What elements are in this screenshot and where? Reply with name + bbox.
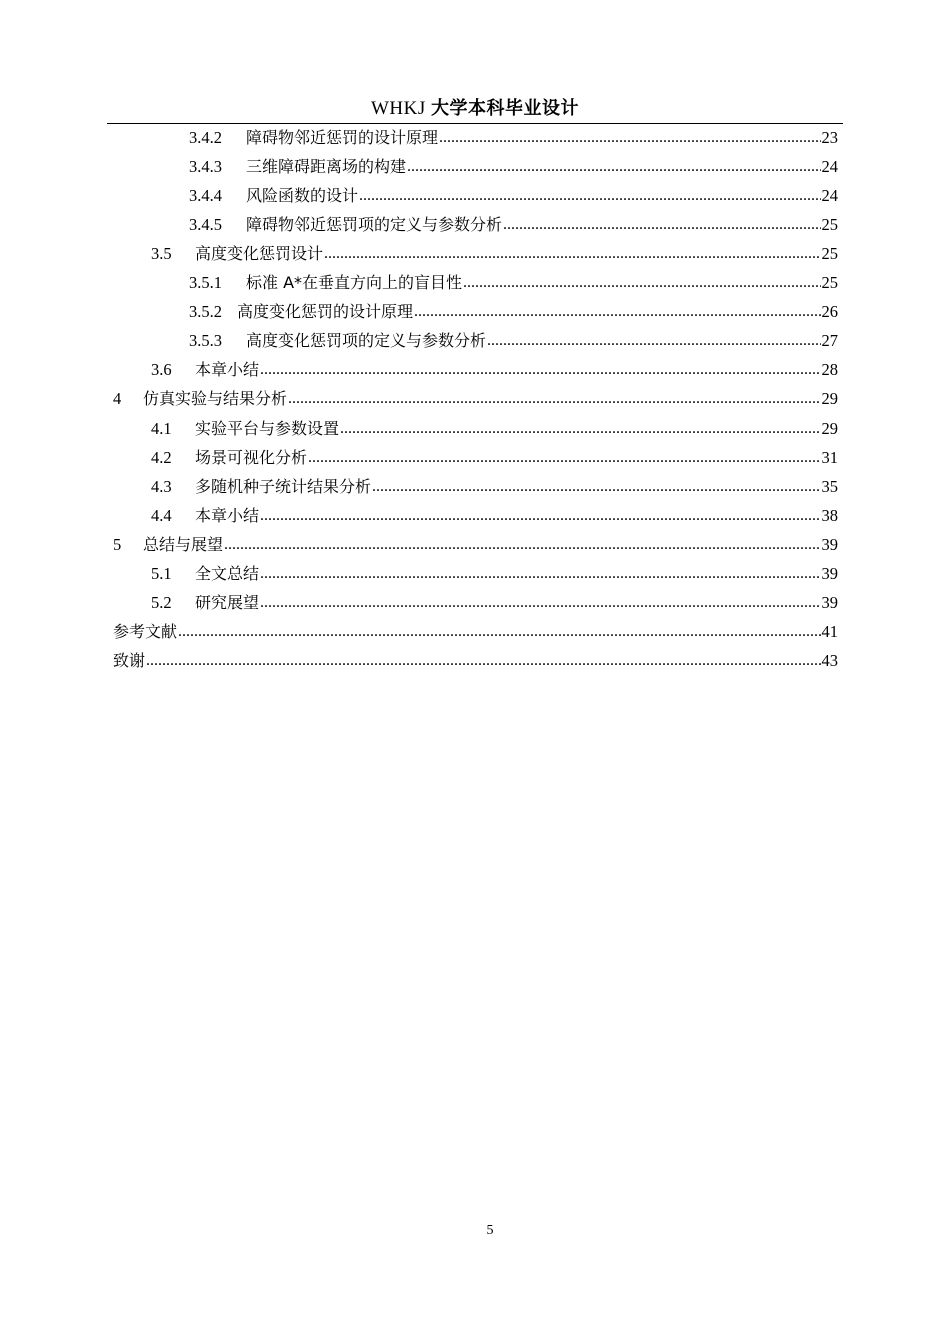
toc-entry-page: 38 (821, 505, 838, 525)
toc-entry-title: 仿真实验与结果分析 (143, 389, 288, 409)
toc-dot-leader (288, 384, 820, 413)
toc-dot-leader (407, 152, 820, 181)
toc-entry-title: 实验平台与参数设置 (195, 418, 340, 438)
toc-entry[interactable] (189, 123, 838, 152)
toc-entry-page: 29 (821, 418, 838, 438)
toc-dot-leader (340, 414, 820, 443)
toc-dot-leader (308, 443, 820, 472)
toc-dot-leader (224, 530, 820, 559)
toc-entry-title: 标准 A*在垂直方向上的盲目性 (246, 273, 463, 293)
toc-entry-title: 高度变化惩罚项的定义与参数分析 (246, 331, 487, 351)
toc-entry-title: 总结与展望 (143, 534, 224, 554)
toc-entry-number: 3.4.4 (189, 186, 222, 206)
page-number: 5 (486, 1223, 494, 1238)
toc-entry-title: 高度变化惩罚的设计原理 (237, 302, 414, 322)
toc-entry-page: 23 (821, 128, 838, 147)
toc-dot-leader (260, 588, 820, 617)
toc-entry-page: 24 (821, 157, 838, 177)
toc-entry-title: 致谢 (113, 650, 146, 670)
toc-entry-title: 高度变化惩罚设计 (195, 244, 324, 264)
toc-entry-title: 多随机种子统计结果分析 (195, 476, 372, 496)
toc-entry-number: 4.2 (151, 447, 172, 467)
toc-entry-number: 4 (113, 389, 122, 409)
toc-entry-number: 4.1 (151, 418, 172, 438)
toc-entry-page: 25 (821, 244, 838, 264)
toc-entry-number: 4.4 (151, 505, 172, 525)
toc-entry-page: 29 (821, 389, 838, 409)
toc-entry-page: 43 (821, 650, 838, 670)
toc-entry-title: 场景可视化分析 (195, 447, 308, 467)
toc-entry-title: 本章小结 (195, 505, 260, 525)
toc-entry-title: 障碍物邻近惩罚的设计原理 (246, 128, 439, 147)
toc-entry-page: 28 (821, 360, 838, 380)
header-prefix: WHKJ (370, 98, 432, 119)
toc-entry[interactable] (189, 326, 838, 355)
toc-dot-leader (372, 472, 820, 501)
toc-entry[interactable] (189, 268, 838, 297)
header-title: 大学本科毕业设计 (431, 98, 580, 119)
toc-entry[interactable] (189, 297, 838, 326)
toc-entry[interactable] (189, 181, 838, 210)
toc-entry-number: 4.3 (151, 476, 172, 496)
toc-dot-leader (503, 210, 820, 239)
toc-entry-page: 39 (821, 563, 838, 583)
toc-dot-leader (260, 559, 820, 588)
toc-entry-title: 三维障碍距离场的构建 (246, 157, 407, 177)
toc-entry[interactable] (189, 152, 838, 181)
toc-dot-leader (178, 617, 820, 646)
toc-entry-number: 3.4.3 (189, 157, 222, 177)
toc-entry-number: 3.5 (151, 244, 172, 264)
toc-entry-number: 5 (113, 534, 122, 554)
toc-entry[interactable] (151, 559, 838, 588)
toc-entry[interactable] (113, 646, 838, 675)
toc-entry-title: 参考文献 (113, 621, 178, 641)
toc-entry-page: 24 (821, 186, 838, 206)
toc-dot-leader (487, 326, 820, 355)
toc-dot-leader (260, 501, 820, 530)
toc-entry-page: 35 (821, 476, 838, 496)
toc-entry[interactable] (151, 472, 838, 501)
toc-entry-page: 25 (821, 215, 838, 235)
toc-entry-number: 5.2 (151, 592, 172, 612)
toc-entry-number: 3.5.1 (189, 273, 222, 293)
toc-entry-title: 全文总结 (195, 563, 260, 583)
toc-entry-number: 3.5.2 (189, 302, 222, 322)
toc-dot-leader (324, 239, 820, 268)
toc-entry[interactable] (189, 210, 838, 239)
toc-entry-page: 39 (821, 592, 838, 612)
toc-entry[interactable] (113, 617, 838, 646)
toc-entry-number: 3.6 (151, 360, 172, 380)
toc-entry-title: 研究展望 (195, 592, 260, 612)
toc-entry-number: 3.4.2 (189, 128, 222, 147)
toc-entry-title: 风险函数的设计 (246, 186, 359, 206)
toc-entry-title: 障碍物邻近惩罚项的定义与参数分析 (246, 215, 503, 235)
toc-entry[interactable] (151, 501, 838, 530)
toc-entry-page: 41 (821, 621, 838, 641)
toc-dot-leader (463, 268, 820, 297)
toc-entry[interactable] (151, 588, 838, 617)
toc-dot-leader (260, 355, 820, 384)
toc-entry[interactable] (113, 530, 838, 559)
toc-entry-page: 31 (821, 447, 838, 467)
toc-entry[interactable] (151, 414, 838, 443)
toc-dot-leader (414, 297, 820, 326)
toc-entry-number: 5.1 (151, 563, 172, 583)
toc-dot-leader (359, 181, 820, 210)
toc-entry-number: 3.4.5 (189, 215, 222, 235)
toc-entry[interactable] (151, 355, 838, 384)
toc-entry[interactable] (151, 443, 838, 472)
toc-entry[interactable] (151, 239, 838, 268)
toc-entry-page: 26 (821, 302, 838, 322)
toc-entry-number: 3.5.3 (189, 331, 222, 351)
toc-entry-page: 39 (821, 534, 838, 554)
toc-dot-leader (439, 123, 820, 152)
toc-entry-page: 25 (821, 273, 838, 293)
toc-entry-page: 27 (821, 331, 838, 351)
toc-entry-title: 本章小结 (195, 360, 260, 380)
page-header (0, 96, 950, 122)
toc-entry[interactable] (113, 384, 838, 413)
toc-dot-leader (146, 646, 820, 675)
